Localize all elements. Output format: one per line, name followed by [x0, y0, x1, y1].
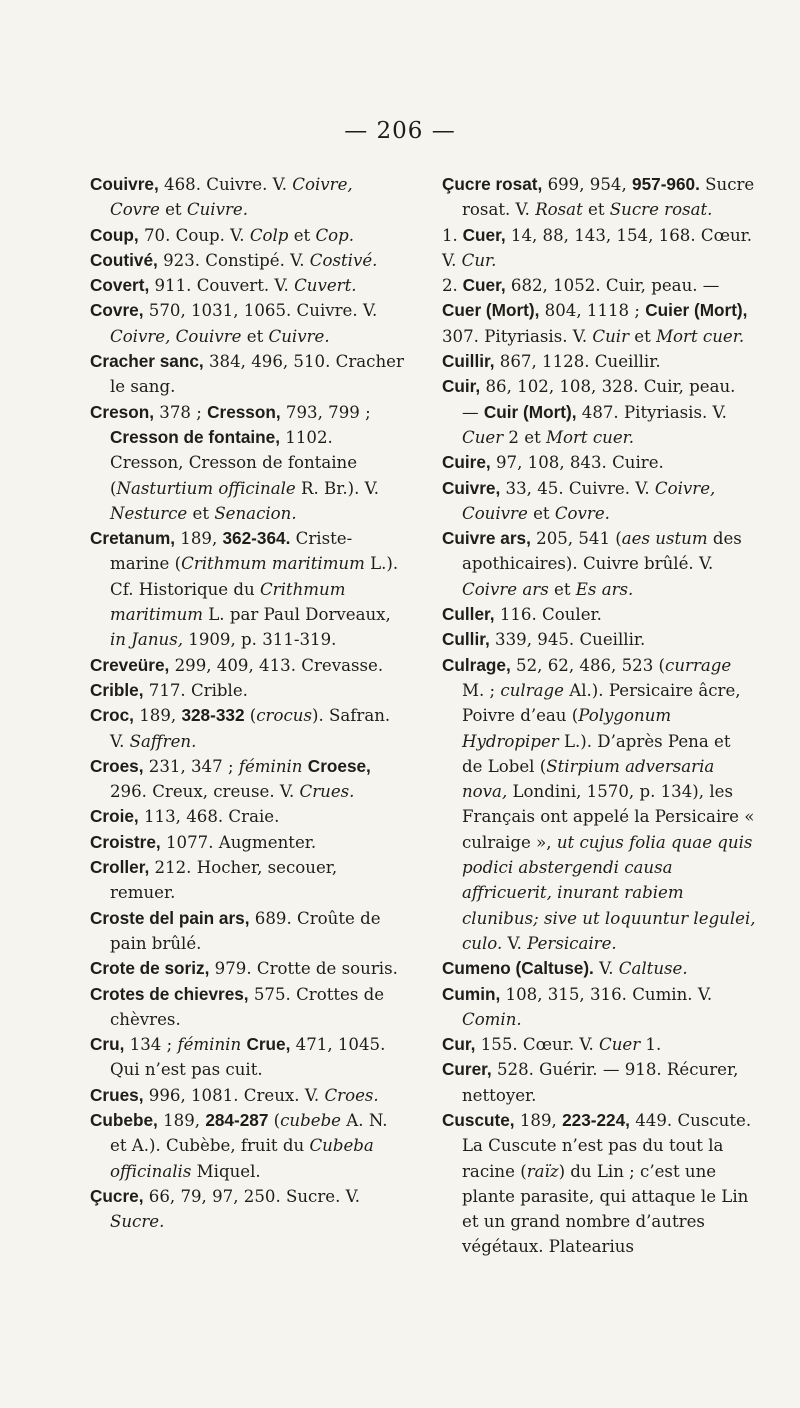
dictionary-entry [442, 526, 756, 602]
entry-headword: Crote de soriz, [90, 958, 210, 979]
entry-headword: Couivre, [90, 174, 159, 194]
entry-headword: Culrage, [442, 654, 511, 675]
entry-number: 2. [442, 276, 458, 296]
dictionary-entry [442, 476, 756, 527]
dictionary-entry [90, 298, 404, 349]
dictionary-entry [90, 906, 404, 957]
dictionary-entry [90, 678, 404, 703]
entry-definition: 33, 45. Cuivre. V. Coivre, Couivre et Covre. [462, 478, 716, 523]
entry-definition: 231, 347 ; féminin Croese, 296. Creux, creuse. V. Crues. [110, 755, 371, 802]
entry-headword: Coutivé, [90, 249, 158, 270]
dictionary-entry [442, 223, 756, 274]
entry-definition: 86, 102, 108, 328. Cuir, peau. — Cuir (Mort), 487. Pityriasis. V. Cuer 2 et Mort cuer. [462, 377, 736, 447]
entry-headword: Cretanum, [90, 528, 175, 549]
entry-headword: Çucre, [90, 1185, 144, 1206]
dictionary-entry [442, 602, 756, 627]
entry-headword: Çucre rosat, [442, 174, 543, 194]
entry-headword: Croie, [90, 806, 139, 827]
entry-headword: Crible, [90, 679, 144, 700]
entry-headword: Cuillir, [442, 351, 495, 372]
entry-definition: 339, 945. Cueillir. [489, 630, 646, 650]
entry-definition: 575. Crottes de chèvres. [110, 984, 385, 1029]
entry-definition: 867, 1128. Cueillir. [494, 352, 661, 372]
dictionary-entry [90, 248, 404, 273]
dictionary-entry [442, 172, 756, 223]
entry-definition: 134 ; féminin Crue, 471, 1045. Qui n’est pas cuit. [110, 1034, 386, 1080]
right-column [442, 172, 756, 1260]
entry-headword: Cuer, [457, 224, 506, 245]
entry-definition: V. Caltuse. [593, 959, 688, 979]
entry-headword: Cru, [90, 1034, 125, 1055]
entry-definition: 116. Couler. [494, 605, 602, 625]
entry-definition: 689. Croûte de pain brûlé. [110, 908, 381, 953]
entry-headword: Cuscute, [442, 1109, 515, 1130]
entry-headword: Croistre, [90, 831, 161, 852]
dictionary-entry [90, 223, 404, 248]
dictionary-entry [90, 273, 404, 298]
dictionary-entry [90, 1083, 404, 1108]
dictionary-entry [90, 1032, 404, 1083]
dictionary-entry [90, 653, 404, 678]
entry-definition: 212. Hocher, secouer, remuer. [110, 858, 338, 903]
entry-number: 1. [442, 225, 458, 245]
dictionary-entry [442, 956, 756, 981]
dictionary-entry [90, 1108, 404, 1184]
dictionary-entry [442, 1057, 756, 1108]
entry-definition: 189, 362-364. Criste-marine (Crithmum maritimum L.). Cf. Historique du Crithmum maritimum L. par Paul Dorveaux, in Janus, 1909, p. 311-319. [110, 528, 399, 650]
entry-definition: 384, 496, 510. Cracher le sang. [110, 352, 404, 397]
entry-definition: 108, 315, 316. Cumin. V. Comin. [462, 984, 713, 1029]
entry-definition: 189, 328-332 (crocus). Safran. V. Saffren. [110, 705, 391, 751]
entry-headword: Cubebe, [90, 1109, 158, 1130]
entry-definition: 189, 284-287 (cubebe A. N. et A.). Cubèbe, fruit du Cubeba officinalis Miquel. [110, 1109, 388, 1181]
dictionary-entry [442, 627, 756, 652]
entry-headword: Crues, [90, 1084, 144, 1105]
dictionary-entry [90, 982, 404, 1033]
dictionary-entry [442, 653, 756, 957]
left-column [90, 172, 404, 1234]
entry-headword: Cumeno (Caltuse). [442, 958, 594, 979]
entry-definition: 1077. Augmenter. [160, 832, 317, 852]
dictionary-entry [90, 754, 404, 805]
entry-headword: Curer, [442, 1059, 492, 1080]
entry-definition: 97, 108, 843. Cuire. [490, 453, 664, 473]
entry-definition: 155. Cœur. V. Cuer 1. [475, 1035, 662, 1055]
entry-headword: Creson, [90, 401, 154, 422]
entry-definition: 205, 541 (aes ustum des apothicaires). Cuivre brûlé. V. Coivre ars et Es ars. [462, 529, 742, 599]
entry-headword: Cuivre ars, [442, 528, 531, 549]
dictionary-entry [442, 982, 756, 1033]
entry-definition: 189, 223-224, 449. Cuscute. La Cuscute n’est pas du tout la racine (raïz) du Lin ; c’est une plante parasite, qui attaque le Lin et un grand nombre d’autres végétaux. Platearius [462, 1109, 752, 1257]
entry-headword: Cur, [442, 1034, 476, 1055]
dictionary-entry [442, 349, 756, 374]
entry-definition: 70. Coup. V. Colp et Cop. [138, 225, 355, 245]
entry-definition: 996, 1081. Creux. V. Croes. [143, 1085, 379, 1105]
entry-definition: 113, 468. Craie. [138, 807, 280, 827]
page-number: — 206 — [344, 118, 456, 144]
dictionary-entry [442, 374, 756, 450]
dictionary-entry [442, 273, 756, 349]
entry-headword: Cuer, [457, 275, 506, 296]
entry-definition: 66, 79, 97, 250. Sucre. V. Sucre. [110, 1186, 360, 1232]
dictionary-entry [90, 1184, 404, 1235]
entry-definition: 14, 88, 143, 154, 168. Cœur. V. Cur. [442, 225, 753, 270]
entry-headword: Culler, [442, 604, 495, 625]
entry-headword: Croes, [90, 755, 144, 776]
entry-headword: Cumin, [442, 983, 501, 1004]
dictionary-entry [90, 349, 404, 400]
dictionary-entry [90, 855, 404, 906]
entry-headword: Cuivre, [442, 477, 501, 498]
entry-headword: Creveüre, [90, 654, 170, 675]
dictionary-entry [442, 1108, 756, 1260]
entry-headword: Covre, [90, 300, 144, 321]
dictionary-entry [90, 956, 404, 981]
entry-headword: Coup, [90, 224, 139, 245]
entry-definition: 717. Crible. [143, 680, 248, 700]
dictionary-entry [90, 526, 404, 652]
entry-headword: Cuire, [442, 452, 491, 473]
entry-headword: Cullir, [442, 629, 490, 650]
dictionary-entry [90, 830, 404, 855]
entry-definition: 52, 62, 486, 523 (currage M. ; culrage Al.). Persicaire âcre, Poivre d’eau (Polygonum Hydropiper L.). D’après Pena et de Lobel (Stirpium adversaria nova, Londini, 1570, p. 134), les Français ont appelé la Persicaire « culraige », ut cujus folia quae quis podici abstergendi causa affricuerit, inurant rabiem clunibus; sive ut loquuntur legulei, culo. V. Persicaire. [462, 655, 756, 953]
dictionary-entry [442, 450, 756, 475]
entry-headword: Croc, [90, 705, 134, 726]
entry-definition: 911. Couvert. V. Cuvert. [149, 276, 357, 296]
dictionary-entry [90, 804, 404, 829]
entry-definition: 528. Guérir. — 918. Récurer, nettoyer. [462, 1060, 739, 1105]
entry-definition: 378 ; Cresson, 793, 799 ; Cresson de fontaine, 1102. Cresson, Cresson de fontaine (Nasturtium officinale R. Br.). V. Nesturce et Senacion. [110, 401, 380, 523]
entry-definition: 682, 1052. Cuir, peau. — Cuer (Mort), 804, 1118 ; Cuier (Mort), 307. Pityriasis. V. Cuir et Mort cuer. [442, 276, 748, 346]
dictionary-entry [90, 400, 404, 526]
dictionary-entry [90, 703, 404, 754]
entry-definition: 923. Constipé. V. Costivé. [157, 250, 378, 270]
entry-headword: Croste del pain ars, [90, 907, 250, 928]
entry-headword: Cuir, [442, 376, 481, 397]
entry-definition: 979. Crotte de souris. [209, 959, 398, 979]
dictionary-entry [442, 1032, 756, 1057]
entry-definition: 299, 409, 413. Crevasse. [169, 655, 384, 675]
entry-headword: Crotes de chievres, [90, 983, 249, 1004]
entry-definition: 570, 1031, 1065. Cuivre. V. Coivre, Couivre et Cuivre. [110, 301, 378, 346]
entry-definition: 699, 954, 957-960. Sucre rosat. V. Rosat et Sucre rosat. [462, 174, 755, 220]
entry-definition: 468. Cuivre. V. Coivre, Covre et Cuivre. [110, 175, 353, 220]
entry-headword: Covert, [90, 275, 150, 296]
entry-headword: Cracher sanc, [90, 351, 204, 372]
dictionary-entry [90, 172, 404, 223]
entry-headword: Croller, [90, 857, 150, 878]
